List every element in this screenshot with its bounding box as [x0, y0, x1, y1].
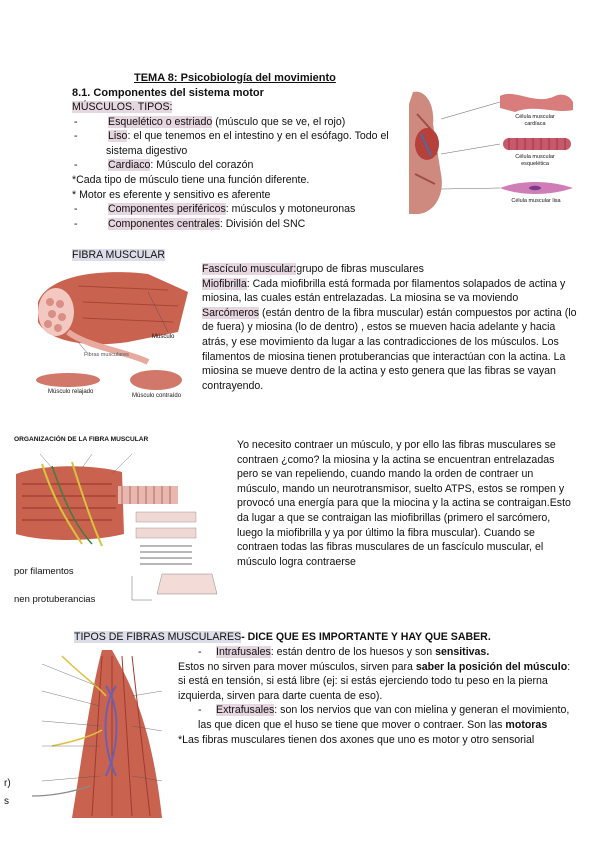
muscle-spindle-figure	[2, 646, 174, 818]
figure-label: Músculo contraído	[132, 393, 182, 399]
figure-caption: ORGANIZACIÓN DE LA FIBRA MUSCULAR	[14, 436, 149, 443]
fibra-heading: FIBRA MUSCULAR	[72, 249, 166, 261]
figure-fragment: por filamentos	[14, 566, 74, 577]
list-item: - Liso: el que tenemos en el intestino y en el esófago. Todo el sistema digestivo	[74, 130, 389, 157]
musculos-section	[72, 100, 402, 231]
fibra-text: Fascículo muscular:grupo de fibras musculares Miofibrilla: Cada miofibrilla está formada por filamentos solapados de actina y miosina, las cuales están entrelazadas. La miosina se va moviendo Sarcómeros (están dentro de la fibra muscular) están compuestos por actina (lo de fuera) y miosina (lo de dentro) , estos se mueven hacia adelante y hacia atrás, y ese movimiento da lugar a las contradicciones de los músculos. Los filamentos de miosina tienen protuberancias que interactúan con la actina. La miosina se mueve dentro de la actina y esto genera que las fibras se vayan contrayendo.	[202, 263, 577, 392]
note-text: *Cada tipo de músculo tiene una función diferente.	[72, 173, 310, 186]
section-title: 8.1. Componentes del sistema motor	[72, 87, 264, 99]
tipos-heading: TIPOS DE FIBRAS MUSCULARES- DICE QUE ES IMPORTANTE Y HAY QUE SABER.	[74, 631, 491, 643]
tipos-text: - Intrafusales: están dentro de los huesos y son sensitivas. Estos no sirven para mover músculos, sirven para saber la posición del músculo: si está en tensión, si está libre (ej: si estás ejerciendo todo tu peso en la pierna izquierda, sirven para darte cuenta de eso). - Extrafusales: son los nervios que van con mielina y generan el movimiento, las que dicen que el huso se tiene que mover o contraer. Son las motoras *Las fibras musculares tienen dos axones que uno es motor y otro sensorial	[178, 645, 578, 747]
muscle-structure-figure	[28, 262, 198, 402]
figure-label: Músculo relajado	[48, 389, 94, 395]
list-item: - Componentes periféricos: músculos y motoneuronas	[74, 203, 356, 216]
side-fragment: r)	[4, 778, 11, 789]
figure-label: Célula muscular cardíaca	[515, 114, 555, 127]
list-item: - Cardiaco: Músculo del corazón	[74, 159, 254, 172]
musculos-heading: MÚSCULOS. TIPOS:	[72, 101, 173, 113]
muscle-types-figure	[405, 84, 575, 216]
list-item: - Componentes centrales: División del SNC	[74, 217, 306, 230]
fiber-organization-figure	[12, 434, 232, 606]
note-text: *Las fibras musculares tienen dos axones que uno es motor y otro sensorial	[178, 733, 535, 746]
organizacion-text: Yo necesito contraer un músculo, y por ello las fibras musculares se contraen ¿como? la miosina y la actina se encuentran entrelazadas pero se van repeliendo, cuando mando la orden de contraer un músculo, mando un neurotransmisor, suelto ATPS, estos se rompen y provocó una energía para que la miocina y la actina se contraigan.Esto da lugar a que se contraigan las miofibrillas (primero el sarcómero, luego la miofibrilla y ya por último la fibra muscular). Cuando se contraen todas las fibras musculares de un fascículo muscular, el músculo logra contraerse	[237, 439, 571, 568]
side-fragment: s	[4, 796, 9, 807]
list-item: - Esquelético o estriado (músculo que se ve, el rojo)	[74, 115, 346, 128]
figure-fragment: nen protuberancias	[14, 594, 96, 605]
page-title: TEMA 8: Psicobiología del movimiento	[134, 72, 336, 84]
figure-label: Célula muscular esquelética	[515, 154, 555, 167]
figure-label: Fibras musculares	[84, 352, 129, 358]
figure-label: Músculo	[152, 334, 175, 340]
note-text: * Motor es eferente y sensitivo es aferente	[72, 188, 271, 201]
figure-label: Célula muscular lisa	[511, 198, 561, 204]
